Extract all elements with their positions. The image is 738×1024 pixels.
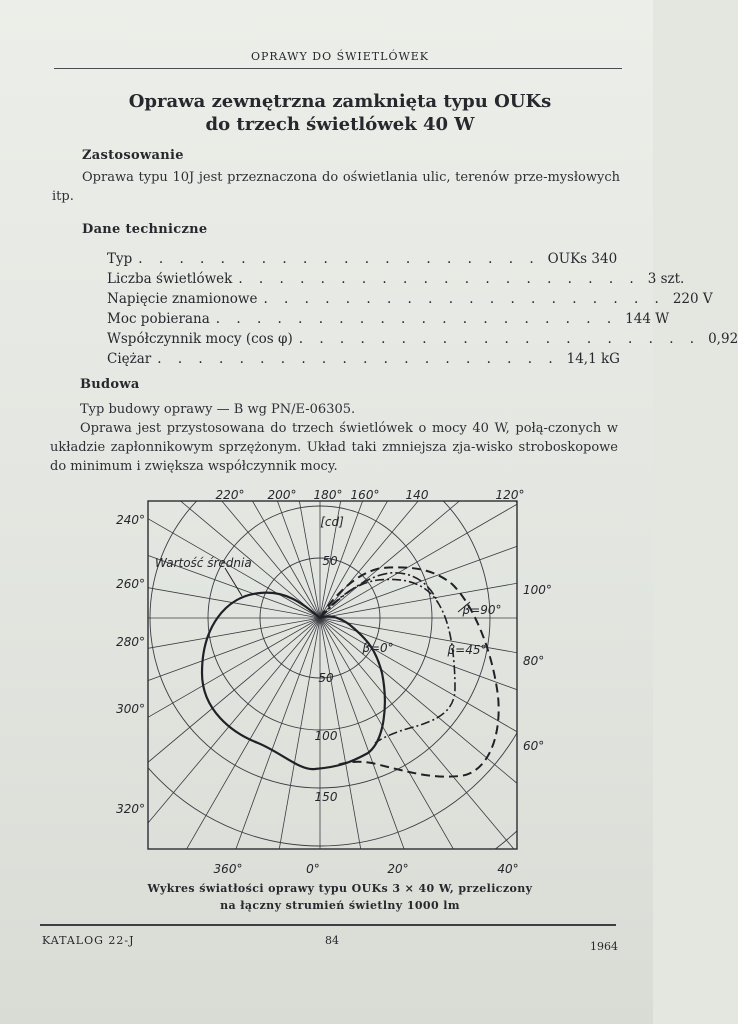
- top-angle-label: 200°: [267, 488, 297, 502]
- spec-leader-dots: . . . . . . . . . . . . . . . . . . . .: [238, 271, 640, 287]
- grid-radial-line: [320, 496, 738, 618]
- footer-page-number: 84: [325, 934, 339, 947]
- spec-leader-dots: . . . . . . . . . . . . . . . . . . . .: [157, 351, 559, 367]
- polar-chart-svg: [110, 488, 550, 878]
- grid-radial-line: [320, 168, 738, 618]
- page-title: [56, 90, 624, 136]
- running-header: OPRAWY DO ŚWIETLÓWEK: [250, 50, 430, 63]
- caption-line-2: na łączny strumień świetlny 1000 lm: [220, 899, 460, 912]
- series-label: Wartość średnia: [155, 556, 252, 570]
- spec-value: 3 szt.: [647, 271, 685, 287]
- left-angle-label: 260°: [116, 577, 145, 591]
- footer-year: 1964: [590, 940, 618, 953]
- radial-tick-label: 50: [322, 554, 338, 568]
- bottom-angle-label: 40°: [497, 862, 519, 876]
- heading-dane-techniczne: Dane techniczne: [82, 222, 208, 237]
- top-angle-label: 120°: [495, 488, 525, 502]
- spec-row: [107, 289, 713, 309]
- series-label: β=0°: [362, 641, 394, 655]
- budowa-text-1: Typ budowy oprawy — B wg PN/E-06305.: [80, 402, 356, 417]
- top-angle-label: 140: [405, 488, 429, 502]
- title-line-2: do trzech świetlówek 40 W: [205, 114, 475, 135]
- grid-radial-line: [0, 618, 320, 1024]
- bottom-angle-label: 20°: [387, 862, 409, 876]
- chart-caption: [80, 880, 600, 914]
- title-line-1: Oprawa zewnętrzna zamknięta typu OUKs: [128, 91, 552, 112]
- spec-table: [107, 249, 738, 369]
- spec-row: [107, 249, 618, 269]
- spec-value: 0,92: [708, 331, 738, 347]
- spec-label: Liczba świetlówek: [107, 271, 233, 287]
- left-angle-label: 320°: [116, 802, 145, 816]
- spec-row: [107, 269, 685, 289]
- left-angle-label: 280°: [116, 635, 145, 649]
- curve-beta-0: [320, 579, 455, 743]
- left-angle-label: 240°: [116, 513, 145, 527]
- spec-label: Współczynnik mocy (cos φ): [107, 331, 293, 347]
- spec-value: OUKs 340: [547, 251, 618, 267]
- heading-budowa: Budowa: [80, 377, 140, 392]
- top-angle-label: 160°: [350, 488, 380, 502]
- grid-radial-line: [0, 618, 320, 1024]
- series-label: β=45°: [447, 643, 487, 657]
- wartosc-srednia-leader: [225, 568, 242, 596]
- right-angle-label: 60°: [523, 739, 545, 753]
- chart-labels: [116, 488, 552, 876]
- heading-zastosowanie: Zastosowanie: [82, 148, 184, 163]
- footer-rule: [40, 924, 616, 926]
- radial-tick-label: 100: [314, 729, 338, 743]
- unit-label: [cd]: [320, 515, 344, 529]
- footer-catalog: KATALOG 22-J: [42, 934, 135, 947]
- grid-radial-line: [0, 618, 320, 1024]
- spec-row: [107, 309, 670, 329]
- grid-radial-line: [320, 618, 670, 1024]
- spec-value: 220 V: [672, 291, 713, 307]
- bottom-angle-label: 0°: [306, 862, 320, 876]
- right-angle-label: 100°: [523, 583, 552, 597]
- grid-radial-line: [0, 618, 320, 968]
- spec-value: 14,1 kG: [566, 351, 620, 367]
- zastosowanie-text: Oprawa typu 10J jest przeznaczona do oświetlania ulic, terenów prze-mysłowych itp.: [52, 170, 620, 204]
- spec-label: Typ: [107, 251, 133, 267]
- left-angle-label: 300°: [116, 702, 145, 716]
- spec-leader-dots: . . . . . . . . . . . . . . . . . . . .: [138, 251, 540, 267]
- top-angle-label: 180°: [313, 488, 343, 502]
- spec-leader-dots: . . . . . . . . . . . . . . . . . . . .: [215, 311, 618, 327]
- spec-label: Napięcie znamionowe: [107, 291, 258, 307]
- polar-chart: [110, 488, 550, 878]
- series-label: β=90°: [462, 603, 502, 617]
- bottom-angle-label: 360°: [213, 862, 243, 876]
- header-rule: [54, 68, 622, 69]
- spec-leader-dots: . . . . . . . . . . . . . . . . . . . .: [263, 291, 665, 307]
- spec-row: [107, 349, 620, 369]
- budowa-text-2: Oprawa jest przystosowana do trzech świetlówek o mocy 40 W, połą-czonych w układzie zapłonnikowym sprzężonym. Układ taki zmniejsza zja-wisko stroboskopowe do minimum i zwiększa współczynnik mocy.: [50, 421, 618, 474]
- grid-radial-line: [0, 618, 320, 740]
- radial-tick-label: 50: [318, 671, 334, 685]
- top-angle-label: 220°: [215, 488, 245, 502]
- curve-wartosc-srednia: [202, 593, 385, 770]
- spec-row: [107, 329, 738, 349]
- spec-value: 144 W: [625, 311, 670, 327]
- spec-leader-dots: . . . . . . . . . . . . . . . . . . . .: [298, 331, 701, 347]
- caption-line-1: Wykres światłości oprawy typu OUKs 3 × 40 W, przeliczony: [147, 882, 533, 895]
- spec-label: Moc pobierana: [107, 311, 210, 327]
- radial-tick-label: 150: [314, 790, 338, 804]
- right-angle-label: 80°: [523, 654, 545, 668]
- spec-label: Ciężar: [107, 351, 152, 367]
